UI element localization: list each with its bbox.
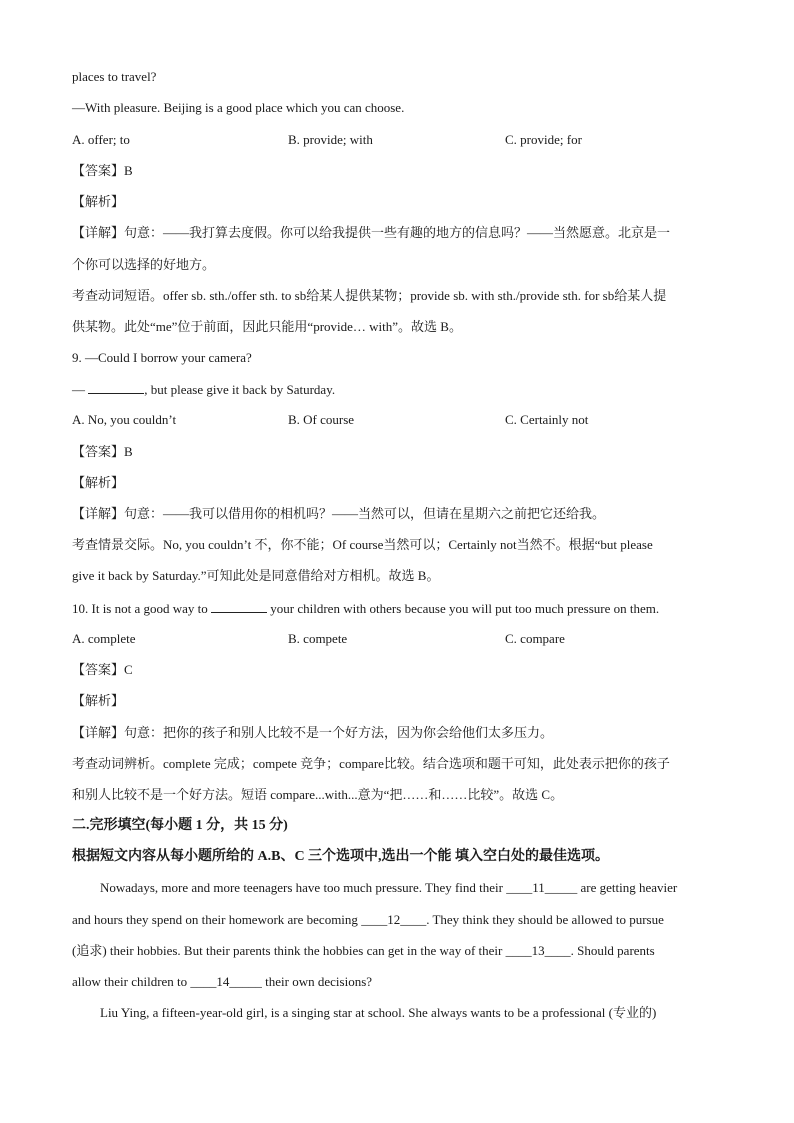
q9-explain-line-1: 考查情景交际。No, you couldn’t 不，你不能；Of course当然可以；Certainly not当然不。根据“but please xyxy=(72,537,653,552)
section-instruction: 根据短文内容从每小题所给的 A.B、C 三个选项中,选出一个能 填入空白处的最佳选项。 xyxy=(72,849,610,864)
q9-detail: 【详解】句意：——我可以借用你的相机吗？——当然可以，但请在星期六之前把它还给我。 xyxy=(72,506,606,521)
blank-12: ____12____ xyxy=(361,912,427,927)
q8-option-a: A. offer; to xyxy=(72,132,130,147)
q8-detail-line-1: 【详解】句意：——我打算去度假。你可以给我提供一些有趣的地方的信息吗？——当然愿意。北京是一 xyxy=(72,225,671,240)
passage-text: . They think they should be allowed to pursue xyxy=(426,912,664,927)
section-title: 二.完形填空(每小题 1 分，共 15 分) xyxy=(72,818,288,833)
q9-answer: 【答案】B xyxy=(72,444,133,459)
q9-option-a: A. No, you couldn’t xyxy=(72,412,177,427)
passage-line-3 xyxy=(72,942,738,960)
q8-answer-line: —With pleasure. Beijing is a good place which you can choose. xyxy=(72,100,405,115)
q9-reply xyxy=(72,380,738,399)
q8-explain-line-2: 供某物。此处“me”位于前面，因此只能用“provide… with”。故选 B。 xyxy=(72,319,462,334)
passage-text: Nowadays, more and more teenagers have too much pressure. They find their xyxy=(100,880,507,895)
q8-detail-line-2: 个你可以选择的好地方。 xyxy=(72,257,216,272)
q10-analysis-label: 【解析】 xyxy=(72,693,125,708)
q10-answer-blank xyxy=(211,599,267,613)
passage-text: (追求) their hobbies. But their parents think the hobbies can get in the way of their xyxy=(72,943,506,958)
q9-answer-blank xyxy=(88,380,144,394)
passage-line-5: Liu Ying, a fifteen-year-old girl, is a singing star at school. She always wants to be a professional (专业的) xyxy=(100,1005,657,1020)
q8-option-c: C. provide; for xyxy=(505,132,582,147)
passage-line-1 xyxy=(72,879,738,897)
q10-option-c: C. compare xyxy=(505,631,565,646)
q10-stem-prefix: 10. It is not a good way to xyxy=(72,601,212,616)
q10-detail: 【详解】句意：把你的孩子和别人比较不是一个好方法，因为你会给他们太多压力。 xyxy=(72,725,554,740)
passage-text: their own decisions? xyxy=(261,974,373,989)
q10-stem xyxy=(72,599,738,618)
q9-analysis-label: 【解析】 xyxy=(72,475,125,490)
blank-11: ____11_____ xyxy=(506,880,578,895)
passage-line-2 xyxy=(72,911,738,929)
blank-13: ____13____ xyxy=(505,943,571,958)
passage-text: allow their children to xyxy=(72,974,191,989)
q8-option-b: B. provide; with xyxy=(288,132,373,147)
q8-analysis-label: 【解析】 xyxy=(72,194,125,209)
blank-14: ____14_____ xyxy=(190,974,262,989)
q10-stem-suffix: your children with others because you will put too much pressure on them. xyxy=(267,601,660,616)
q9-option-c: C. Certainly not xyxy=(505,412,589,427)
q8-explain-line-1: 考查动词短语。offer sb. sth./offer sth. to sb给某人提供某物；provide sb. with sth./provide sth. for sb给某人提 xyxy=(72,288,667,303)
passage-text: and hours they spend on their homework are becoming xyxy=(72,912,362,927)
q10-option-a: A. complete xyxy=(72,631,136,646)
q10-answer: 【答案】C xyxy=(72,662,133,677)
q9-stem: 9. —Could I borrow your camera? xyxy=(72,350,252,365)
passage-text: . Should parents xyxy=(570,943,655,958)
q9-reply-suffix: , but please give it back by Saturday. xyxy=(144,382,336,397)
q10-option-b: B. compete xyxy=(288,631,348,646)
q8-answer: 【答案】B xyxy=(72,163,133,178)
q9-explain-line-2: give it back by Saturday.”可知此处是同意借给对方相机。故选 B。 xyxy=(72,568,440,583)
q10-explain-line-1: 考查动词辨析。complete 完成；compete 竞争；compare比较。结合选项和题干可知，此处表示把你的孩子 xyxy=(72,756,670,771)
passage-line-4 xyxy=(72,973,738,991)
q8-stem-end: places to travel? xyxy=(72,69,157,84)
q9-option-b: B. Of course xyxy=(288,412,355,427)
q9-reply-prefix: — xyxy=(72,382,89,397)
q10-explain-line-2: 和别人比较不是一个好方法。短语 compare...with...意为“把……和……比较”。故选 C。 xyxy=(72,787,564,802)
passage-text: are getting heavier xyxy=(577,880,678,895)
